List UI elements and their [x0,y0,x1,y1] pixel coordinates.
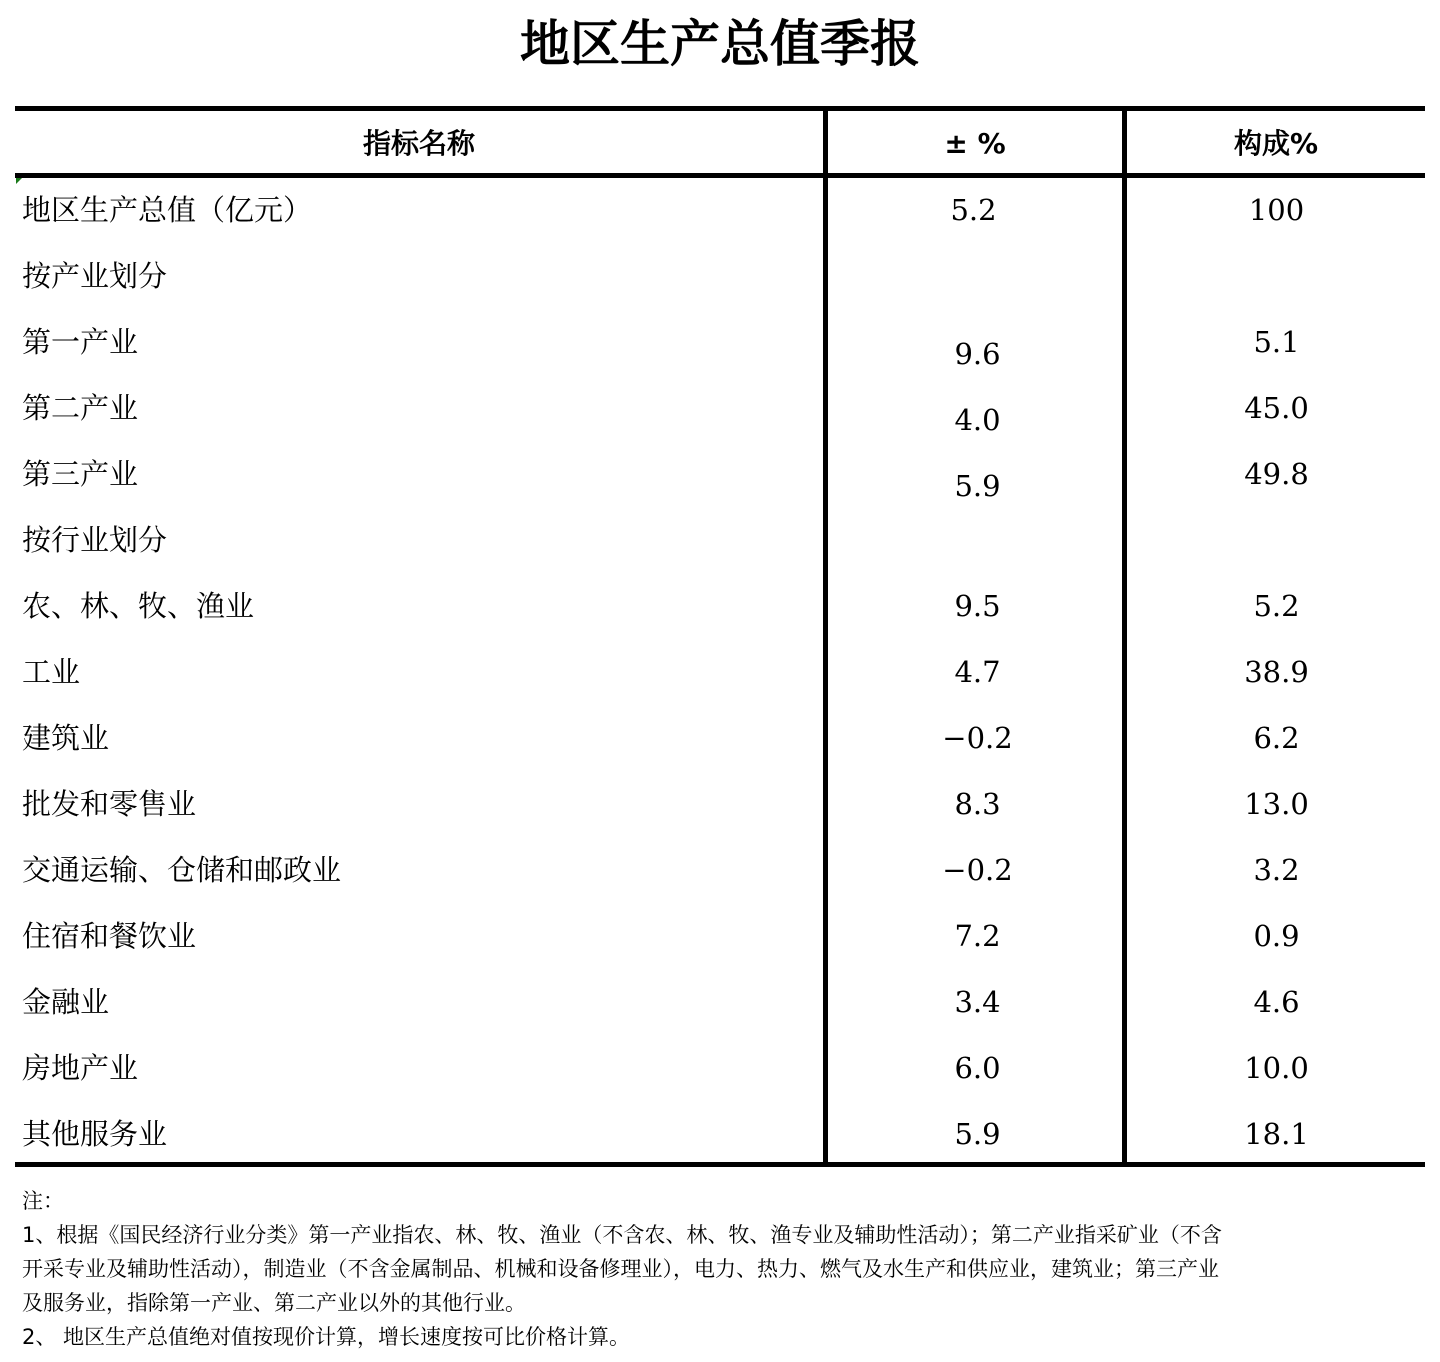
report-title: 地区生产总值季报 [520,14,920,73]
indicator-name: 房地产业 [22,1051,139,1085]
share-value: 18.1 [1244,1117,1309,1151]
indicator-name: 交通运输、仓储和邮政业 [22,853,342,887]
change-value: 8.3 [954,787,1001,821]
header-change-percent: ± % [944,127,1006,160]
indicator-name: 第一产业 [22,325,139,359]
footnotes [22,1184,1422,1354]
change-value: 5.2 [950,193,997,227]
change-value: 6.0 [954,1051,1001,1085]
table-top-rule [15,106,1425,111]
indicator-name: 金融业 [22,985,110,1019]
change-value: 4.7 [954,655,1001,689]
indicator-name: 按行业划分 [22,523,168,557]
change-value [830,254,1125,298]
indicator-name: 农、林、牧、渔业 [22,589,255,623]
change-value: 5.9 [954,469,1001,503]
share-value: 45.0 [1244,391,1309,425]
notes-heading: 注： [22,1189,64,1213]
share-value: 0.9 [1253,919,1300,953]
note-line: 及服务业，指除第一产业、第二产业以外的其他行业。 [22,1291,526,1315]
note-line: 1、根据《国民经济行业分类》第一产业指农、林、牧、渔业（不含农、林、牧、渔专业及辅助性活动）；第二产业指采矿业（不含 [22,1223,1222,1247]
share-value: 4.6 [1253,985,1300,1019]
share-value: 10.0 [1244,1051,1309,1085]
share-value [1128,254,1425,298]
change-value: −0.2 [942,853,1013,887]
share-value: 13.0 [1244,787,1309,821]
column-divider-1 [823,110,828,1166]
indicator-name: 其他服务业 [22,1117,168,1151]
change-value [830,518,1125,562]
change-value: 4.0 [954,403,1001,437]
share-value: 100 [1248,193,1305,227]
share-value: 38.9 [1244,655,1309,689]
change-value: 9.6 [954,337,1001,371]
change-value: 3.4 [954,985,1001,1019]
share-value [1128,518,1425,562]
note-line: 开采专业及辅助性活动），制造业（不含金属制品、机械和设备修理业），电力、热力、燃气及水生产和供应业，建筑业；第三产业 [22,1257,1219,1281]
indicator-name: 工业 [22,655,81,689]
change-value: −0.2 [942,721,1013,755]
indicator-name: 地区生产总值（亿元） [22,193,313,227]
change-value: 9.5 [954,589,1001,623]
header-composition-percent: 构成% [1233,127,1319,160]
indicator-name: 第三产业 [22,457,139,491]
share-value: 49.8 [1244,457,1309,491]
indicator-name: 第二产业 [22,391,139,425]
indicator-name: 建筑业 [22,721,110,755]
share-value: 5.2 [1253,589,1300,623]
note-line: 2、 地区生产总值绝对值按现价计算，增长速度按可比价格计算。 [22,1325,631,1349]
share-value: 5.1 [1253,325,1300,359]
indicator-name: 住宿和餐饮业 [22,919,197,953]
share-value: 6.2 [1253,721,1300,755]
share-value: 3.2 [1253,853,1300,887]
change-value: 5.9 [954,1117,1001,1151]
table-bottom-rule [15,1162,1425,1167]
indicator-name: 批发和零售业 [22,787,197,821]
header-indicator-name: 指标名称 [362,127,475,160]
change-value: 7.2 [954,919,1001,953]
indicator-name: 按产业划分 [22,259,168,293]
cell-comment-marker [16,178,22,184]
